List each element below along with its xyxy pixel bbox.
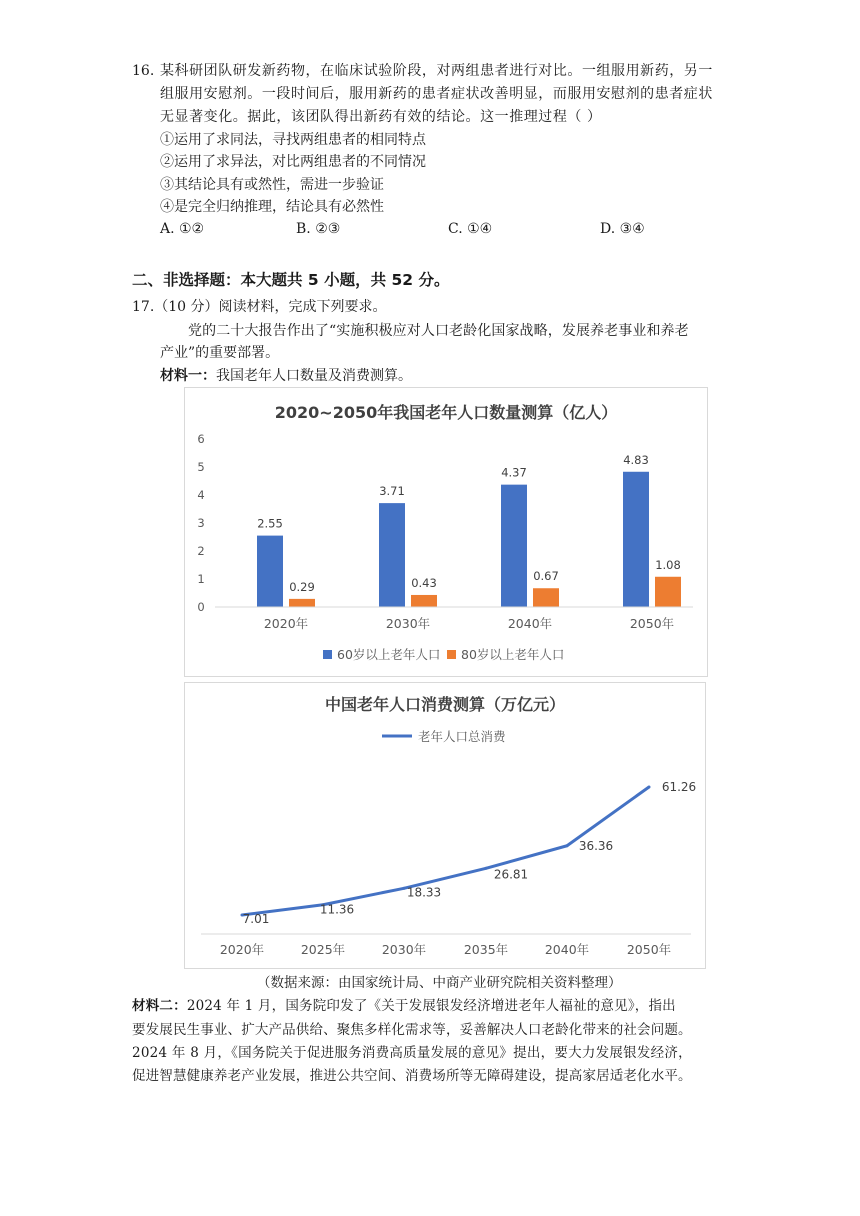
bar-age60-2 [501, 485, 527, 607]
q16-statement-4: ④是完全归纳推理，结论具有必然性 [160, 199, 384, 215]
bar-data-label: 0.29 [289, 579, 315, 594]
line-point-2 [403, 887, 406, 890]
population-bar-chart-svg [185, 388, 707, 676]
q17-intro-line-1: 党的二十大报告作出了“实施积极应对人口老龄化国家战略，发展养老事业和养老 [188, 323, 689, 339]
bar-data-label: 4.83 [623, 452, 649, 467]
bar-legend-label: 80岁以上老年人口 [461, 647, 565, 662]
q16-stem-line-3: 无显著变化。据此，该团队得出新药有效的结论。这一推理过程（ ） [160, 109, 602, 125]
bar-age80-2 [533, 588, 559, 607]
population-bar-chart [184, 387, 708, 677]
bar-age60-0 [257, 536, 283, 607]
q16-number: 16. [132, 63, 155, 79]
line-point-3 [485, 867, 488, 870]
bar-age80-3 [655, 577, 681, 607]
line-point-5 [648, 786, 651, 789]
line-data-label: 61.26 [661, 780, 697, 794]
bar-y-tick-label: 6 [197, 432, 205, 446]
bar-y-tick-label: 3 [197, 516, 205, 530]
consumption-line-chart-svg [185, 683, 705, 968]
q16-statement-1: ①运用了求同法，寻找两组患者的相同特点 [160, 132, 426, 148]
bar-x-tick-label: 2040年 [507, 616, 553, 631]
material1-label: 材料一： [160, 368, 216, 384]
consumption-line-chart [184, 682, 706, 969]
material2-line-3: 2024 年 8 月，《国务院关于促进服务消费高质量发展的意见》提出，要大力发展银发经济， [132, 1045, 692, 1061]
line-chart-title: 中国老年人口消费测算（万亿元） [324, 695, 566, 714]
bar-x-tick-label: 2050年 [629, 616, 675, 631]
bar-chart-title: 2020~2050年我国老年人口数量测算（亿人） [274, 403, 618, 422]
bar-y-tick-label: 4 [197, 488, 205, 502]
bar-age80-0 [289, 599, 315, 607]
bar-x-tick-label: 2030年 [385, 616, 431, 631]
source-note: （数据来源：由国家统计局、中商产业研究院相关资料整理） [257, 975, 622, 991]
line-x-tick-label: 2040年 [544, 942, 590, 957]
line-x-tick-label: 2025年 [300, 942, 346, 957]
line-x-tick-label: 2030年 [381, 942, 427, 957]
section-title: 二、非选择题：本大题共 5 小题，共 52 分。 [132, 271, 450, 289]
q16-option-d[interactable]: D. ③④ [600, 221, 645, 237]
line-data-label: 7.01 [242, 912, 270, 926]
bar-legend-swatch [323, 650, 332, 659]
q16-statement-2: ②运用了求异法，对比两组患者的不同情况 [160, 154, 426, 170]
material1-text: 我国老年人口数量及消费测算。 [216, 368, 412, 384]
material2-line-2: 要发展民生事业、扩大产品供给、聚焦多样化需求等，妥善解决人口老龄化带来的社会问题。 [132, 1022, 692, 1038]
q16-stem-line-2: 组服用安慰剂。一段时间后，服用新药的患者症状改善明显，而服用安慰剂的患者症状 [160, 86, 713, 102]
material2-line-4: 促进智慧健康养老产业发展，推进公共空间、消费场所等无障碍建设，提高家居适老化水平。 [132, 1068, 692, 1084]
bar-data-label: 0.43 [411, 575, 437, 590]
bar-y-tick-label: 5 [197, 460, 205, 474]
bar-y-tick-label: 1 [197, 572, 205, 586]
bar-data-label: 3.71 [379, 484, 405, 499]
q17-intro-line-2: 产业”的重要部署。 [160, 345, 280, 361]
bar-data-label: 4.37 [501, 465, 527, 480]
material1-heading [160, 366, 412, 386]
line-legend-label: 老年人口总消费 [418, 729, 506, 744]
bar-data-label: 2.55 [257, 516, 283, 531]
q16-stem-line-1: 某科研团队研发新药物，在临床试验阶段，对两组患者进行对比。一组服用新药，另一 [160, 63, 713, 79]
line-x-tick-label: 2035年 [463, 942, 509, 957]
bar-age80-1 [411, 595, 437, 607]
line-data-label: 18.33 [406, 885, 442, 900]
bar-y-tick-label: 0 [197, 600, 205, 614]
q16-statement-3: ③其结论具有或然性，需进一步验证 [160, 177, 384, 193]
bar-legend-label: 60岁以上老年人口 [337, 647, 441, 662]
bar-legend-swatch [447, 650, 456, 659]
material2-text-1: 2024 年 1 月，国务院印发了《关于发展银发经济增进老年人福祉的意见》，指出 [186, 998, 676, 1014]
material2-line-1 [132, 995, 676, 1018]
bar-data-label: 1.08 [655, 557, 681, 572]
material2-label: 材料二： [132, 998, 187, 1014]
bar-data-label: 0.67 [533, 569, 559, 584]
bar-age60-3 [623, 472, 649, 607]
line-data-label: 36.36 [578, 838, 614, 853]
line-point-4 [566, 844, 569, 847]
line-x-tick-label: 2020年 [219, 942, 265, 957]
line-data-label: 26.81 [493, 867, 529, 882]
bar-y-tick-label: 2 [197, 544, 205, 558]
q16-option-c[interactable]: C. ①④ [448, 221, 493, 237]
q17-header: 17.（10 分）阅读材料，完成下列要求。 [132, 299, 387, 315]
bar-age60-1 [379, 503, 405, 607]
q16-option-a[interactable]: A. ①② [160, 221, 205, 237]
bar-x-tick-label: 2020年 [263, 616, 309, 631]
q16-option-b[interactable]: B. ②③ [296, 221, 341, 237]
line-x-tick-label: 2050年 [626, 942, 672, 957]
line-data-label: 11.36 [319, 902, 355, 917]
